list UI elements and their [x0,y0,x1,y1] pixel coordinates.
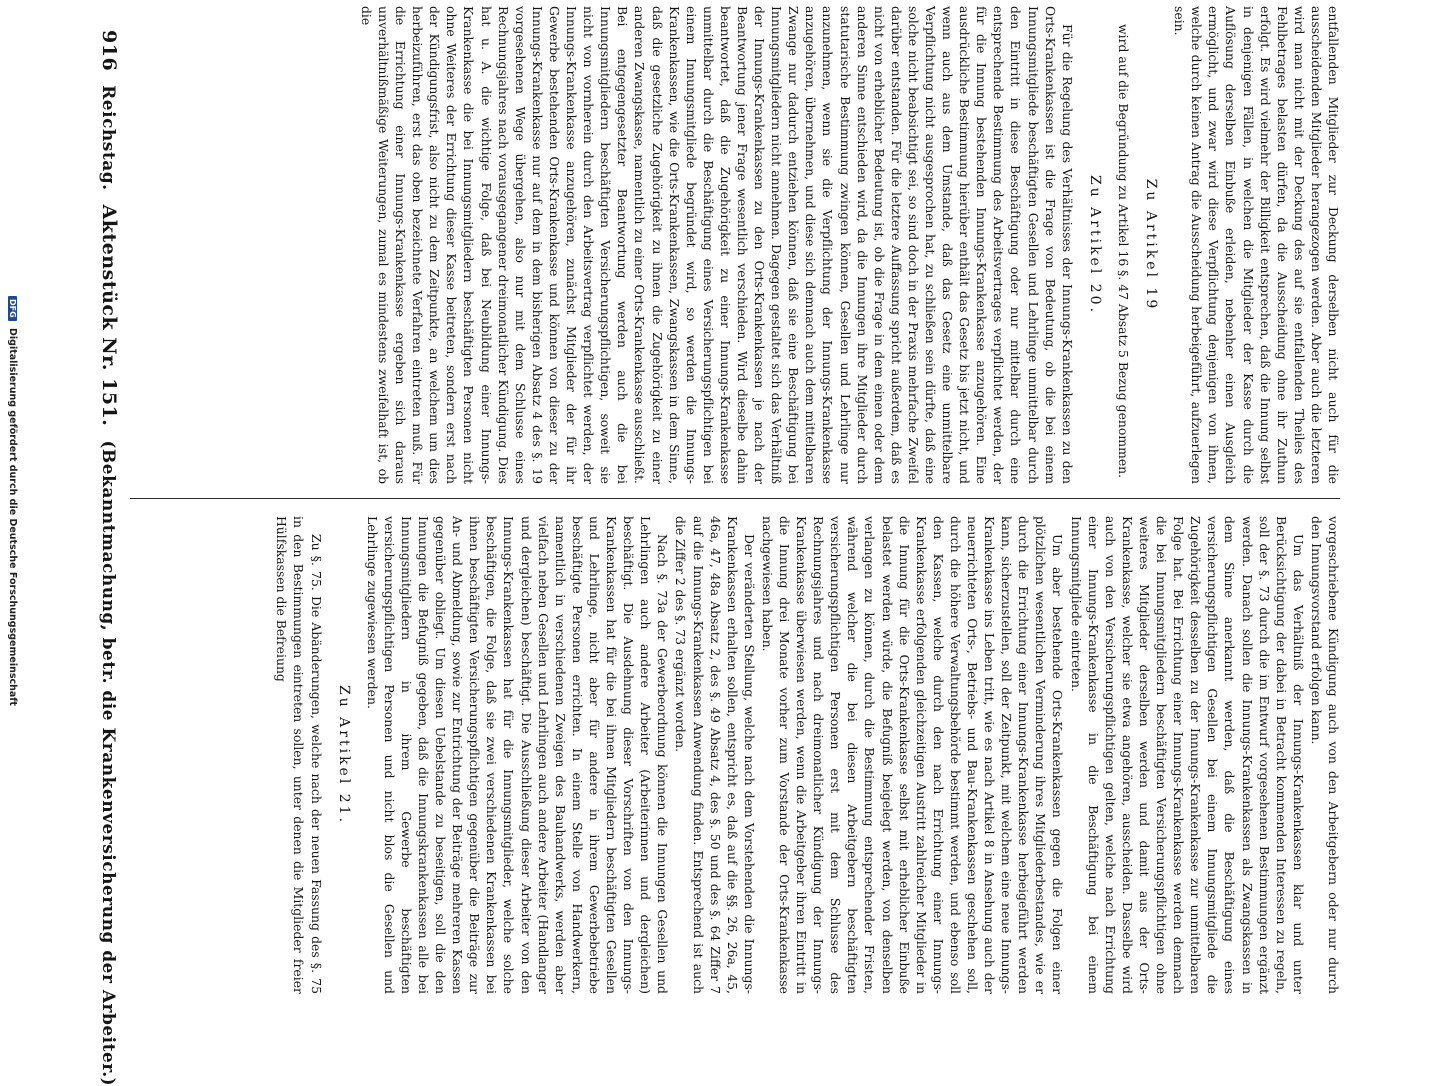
publication-title: Reichstag. [98,85,118,191]
digitization-footer [2,4,18,998]
paragraph: Zu §. 75. Die Abänderungen, welche nach der neuen Fassung des §. 75 in den Bestimmungen eintreten sollen, unter denen die Mitglieder freier Hülfskassen die Befreiung [274,516,324,994]
paragraph: Um aber bestehende Orts-Krankenkassen gegen die Folgen einer plötzlichen wesentlichen Verminderung ihres Mitgliederbestandes, wie er durch die Errichtung einer Innungs-Krankenkasse herbeigeführt werden kann, sicherzustellen, soll der Zeitpunkt, mit welchem eine neue Innungs-Krankenkasse ins Leben tritt, wie es nach Artikel 8 in Ansehung auch der neuerrichteten Orts-, Betriebs- und Bau-Krankenkassen geschehen soll, durch die höhere Verwaltungsbehörde bestimmt werden, und ebenso soll den Kassen, welche durch den nach Errichtung einer Innungs-Krankenkasse erfolgenden gleichzeitigen Austritt zahlreicher Mitglieder in die Innung für die Orts-Krankenkasse selbst mit erheblicher Einbuße belastet werden würde, die Befugniß beigelegt werden, von denselben verlangen zu können, durch die Bestimmung entsprechender Fristen, während welcher die bei diesen Arbeitgebern beschäftigten versicherungspflichtigen Personen erst mit dem Schlusse des Rechnungsjahres und nach dreimonatlicher Kündigung der Innungs-Krankenkasse überwiesen werden, wenn die Arbeitgeber ihren Eintritt in die Innung drei Monate vorher zum Vorstande der Orts-Krankenkasse nachgewiesen haben. [759,516,1066,994]
document-topic: (Bekanntmachung, betr. die Krankenversicherung der Arbeiter.) [98,440,118,1086]
paragraph: entfallenden Mitglieder zur Deckung derselben nicht auch für die ausscheidenden Mitglieder herangezogen werden. Aber auch die letzteren wird man nicht mit der Deckung des auf sie entfallenden Theiles des Fehlbetrages belasten dürfen, da die Ausscheidung ohne ihr Zuthun erfolgt. Es wird vielmehr der Billigkeit entsprechen, daß die Innung selbst in denjenigen Fällen, in welchen die Mitglieder der Kasse durch die Auflösung derselben Einbuße erleiden, nebenher einen Ausgleich ermöglicht, und zwar wird diese Verpflichtung denjenigen von ihnen, welche durch keinen Antrag die Ausscheidung herbeigeführt, aufzuerlegen sein. [1172,6,1341,484]
page-header [86,30,120,1086]
paragraph: vorgeschriebene Kündigung auch von den Arbeitgebern oder nur durch den Innungsvorstand erfolgen kann. [1308,516,1341,994]
footer-credit: Digitalisierung gefördert durch die Deutsche Forschungsgemeinschaft [7,328,18,706]
section-heading: Zu Artikel 20. [1086,174,1103,316]
paragraph: Für die Regelung des Verhältnisses der Innungs-Krankenkassen zu den Orts-Krankenkassen ist die Frage von Bedeutung, ob die bei einem Innungsmitgliede beschäftigten Gesellen und Lehrlinge unmittelbar durch den Eintritt in diese Beschäftigung oder nur mittelbar durch eine entsprechende Bestimmung des Arbeitsvertrages verpflichtet werden, der für die Innung bestehenden Innungs-Krankenkasse anzugehören. Eine ausdrückliche Bestimmung hierüber enthält das Gesetz bis jetzt nicht, und wenn auch aus dem Umstande, daß das Gesetz eine unmittelbare Verpflichtung nicht ausgesprochen hat, zu schließen sein dürfte, daß eine solche nicht beabsichtigt sei, so sind doch in der Praxis mehrfache Zweifel darüber entstanden. Für die letztere Auffassung spricht außerdem, daß es nicht von erheblicher Bedeutung ist, ob die Frage in dem einen oder dem anderen Sinne entschieden wird, da die Innungen ihre Mitglieder durch statutarische Bestimmung zwingen können, Gesellen und Lehrlinge nur anzunehmen, wenn sie die Verpflichtung der Innungs-Krankenkasse anzugehören, übernehmen, und diese sich demnach auch dem mittelbaren Zwange nur dadurch entziehen können, daß sie eine Beschäftigung bei Innungsmitgliedern nicht annehmen. Dagegen gestaltet sich das Verhältniß der Innungs-Krankenkassen zu den Orts-Krankenkassen je nach der Beantwortung jener Frage wesentlich verschieden. Wird dieselbe dahin beantwortet, daß die Zugehörigkeit zu einer Innungs-Krankenkasse unmittelbar durch die Beschäftigung eines Versicherungspflichtigen bei einem Innungsmitgliede begründet wird, so werden die Innungs-Krankenkassen, wie die Orts-Krankenkassen, Zwangskassen in dem Sinne, daß die gesetzliche Zugehörigkeit zu ihnen die Zugehörigkeit zu einer anderen Zwangskasse, namentlich zu einer Orts-Krankenkasse ausschließt. Bei entgegengesetzter Beantwortung werden auch die bei Innungsmitgliedern beschäftigten Versicherungspflichtigen, soweit sie nicht von vornherein durch den Arbeitsvertrag verpflichtet werden, der Innungs-Krankenkasse anzugehören, zunächst Mitglieder der für ihr Gewerbe bestehenden Orts-Krankenkasse und können von dieser zu der Innungs-Krankenkasse nur auf dem in dem bisherigen Absatz 4 des §. 19 vorgesehenen Wege übergehen, also nur mit dem Schlusse eines Rechnungsjahres nach vorausgegangener dreimonatlicher Kündigung. Dies hat u. A. die wichtige Folge, daß bei Neubildung einer Innungs-Krankenkasse die bei Innungsmitgliedern beschäftigten Personen nicht ohne Weiteres der Errichtung dieser Kasse beitreten, sondern erst nach der Kündigungsfrist, also nicht zu dem Zeitpunkte, an welchem um dies herbeizuführen, erst das oben bezeichnete Verfahren eintreten muß. Für die Errichtung einer Innungs-Krankenkasse ergeben sich daraus unverhältnißmäßige Weiterungen, zumal es mindestens zweifelhaft ist, ob die [358,6,1075,484]
paragraph: Der veränderten Stellung, welche nach dem Vorstehenden die Innungs-Krankenkassen erhalten sollen, entspricht es, daß auf die §§. 26, 26a, 45, 46a, 47, 48a Absatz 2, des §. 49 Absatz 4, des §. 50 und des §. 64 Ziffer 7 auf die Innungs-Krankenkassen Anwendung finden. Entsprechend ist auch die Ziffer 2 des §. 73 ergänzt worden. [673,516,757,994]
left-text-column [357,6,1342,484]
section-heading: Zu Artikel 21. [335,684,352,826]
dfg-logo: DFG [8,296,17,321]
paragraph: Nach §. 73a der Gewerbeordnung können die Innungen Gesellen und Lehrlingen auch andere Arbeiter (Arbeiterinnen und dergleichen) beschäftigt. Die Ausdehnung dieser Vorschriften von den Innungs-Krankenkassen hat für die bei ihnen Mitgliedern beschäftigten Gesellen und Lehrlinge, nicht aber für andere in ihrem Gewerbebetriebe beschäftigte Personen errichten. In einem Stelle von Handwerkern, namentlich in verschiedenen Zweigen des Bauhandwerks, werden aber vielfach neben Gesellen und Lehrlingen auch andere Arbeiter (Handlanger und dergleichen) beschäftigt. Die Ausschließung dieser Arbeiter von den Innungs-Krankenkassen hat für die Innungsmitglieder, welche solche beschäftigen, die Folge, daß sie zwei verschiedenen Krankenkassen bei ihnen beschäftigten Versicherungspflichtigen gegenüber die Beiträge zur An- und Abmeldung, sowie zur Entrichtung der Beiträge mehreren Kassen gegenüber obliegt. Um diesen Uebelstande zu beseitigen, soll die den Innungen die Befugniß gegeben, daß die Innungskrankenkassen alle bei Innungsmitgliedern in ihrem Gewerbe beschäftigten versicherungspflichtigen Personen und nicht blos die Gesellen und Lehrlinge zugewiesen werden. [364,516,671,994]
paragraph: wird auf die Begründung zu Artikel 16 §. 47 Absatz 5 Bezug genommen. [1115,24,1131,479]
section-heading: Zu Artikel 19 [1143,178,1160,312]
right-text-column [272,516,1342,994]
paragraph: Um das Verhältniß der Innungs-Krankenkassen klar und unter Berücksichtigung der dabei in Betracht kommenden Interessen zu regeln, soll der §. 73 durch die im Entwurf vorgesehenen Bestimmungen ergänzt werden. Danach sollen die Innungs-Krankenkassen als Zwangskassen in dem Sinne anerkannt werden, daß die Beschäftigung eines versicherungspflichtigen Gesellen bei einem Innungsmitgliede die Zugehörigkeit desselben zu der Innungs-Krankenkasse zur unmittelbaren Folge hat. Bei Errichtung einer Innungs-Krankenkasse werden demnach die bei Innungsmitgliedern beschäftigten Versicherungspflichtigen ohne weiteres Mitglieder derselben werden und damit aus der Orts-Krankenkasse, welcher sie etwa angehören, ausscheiden. Dasselbe wird auch von den Versicherungspflichtigen gelten, welche nach Errichtung einer Innungs-Krankenkasse in die Beschäftigung bei einem Innungsmitgliede eintreten. [1068,516,1306,994]
page-number: 916 [98,30,120,72]
document-number: Aktenstück Nr. 151. [98,204,120,427]
column-divider [130,498,1340,499]
